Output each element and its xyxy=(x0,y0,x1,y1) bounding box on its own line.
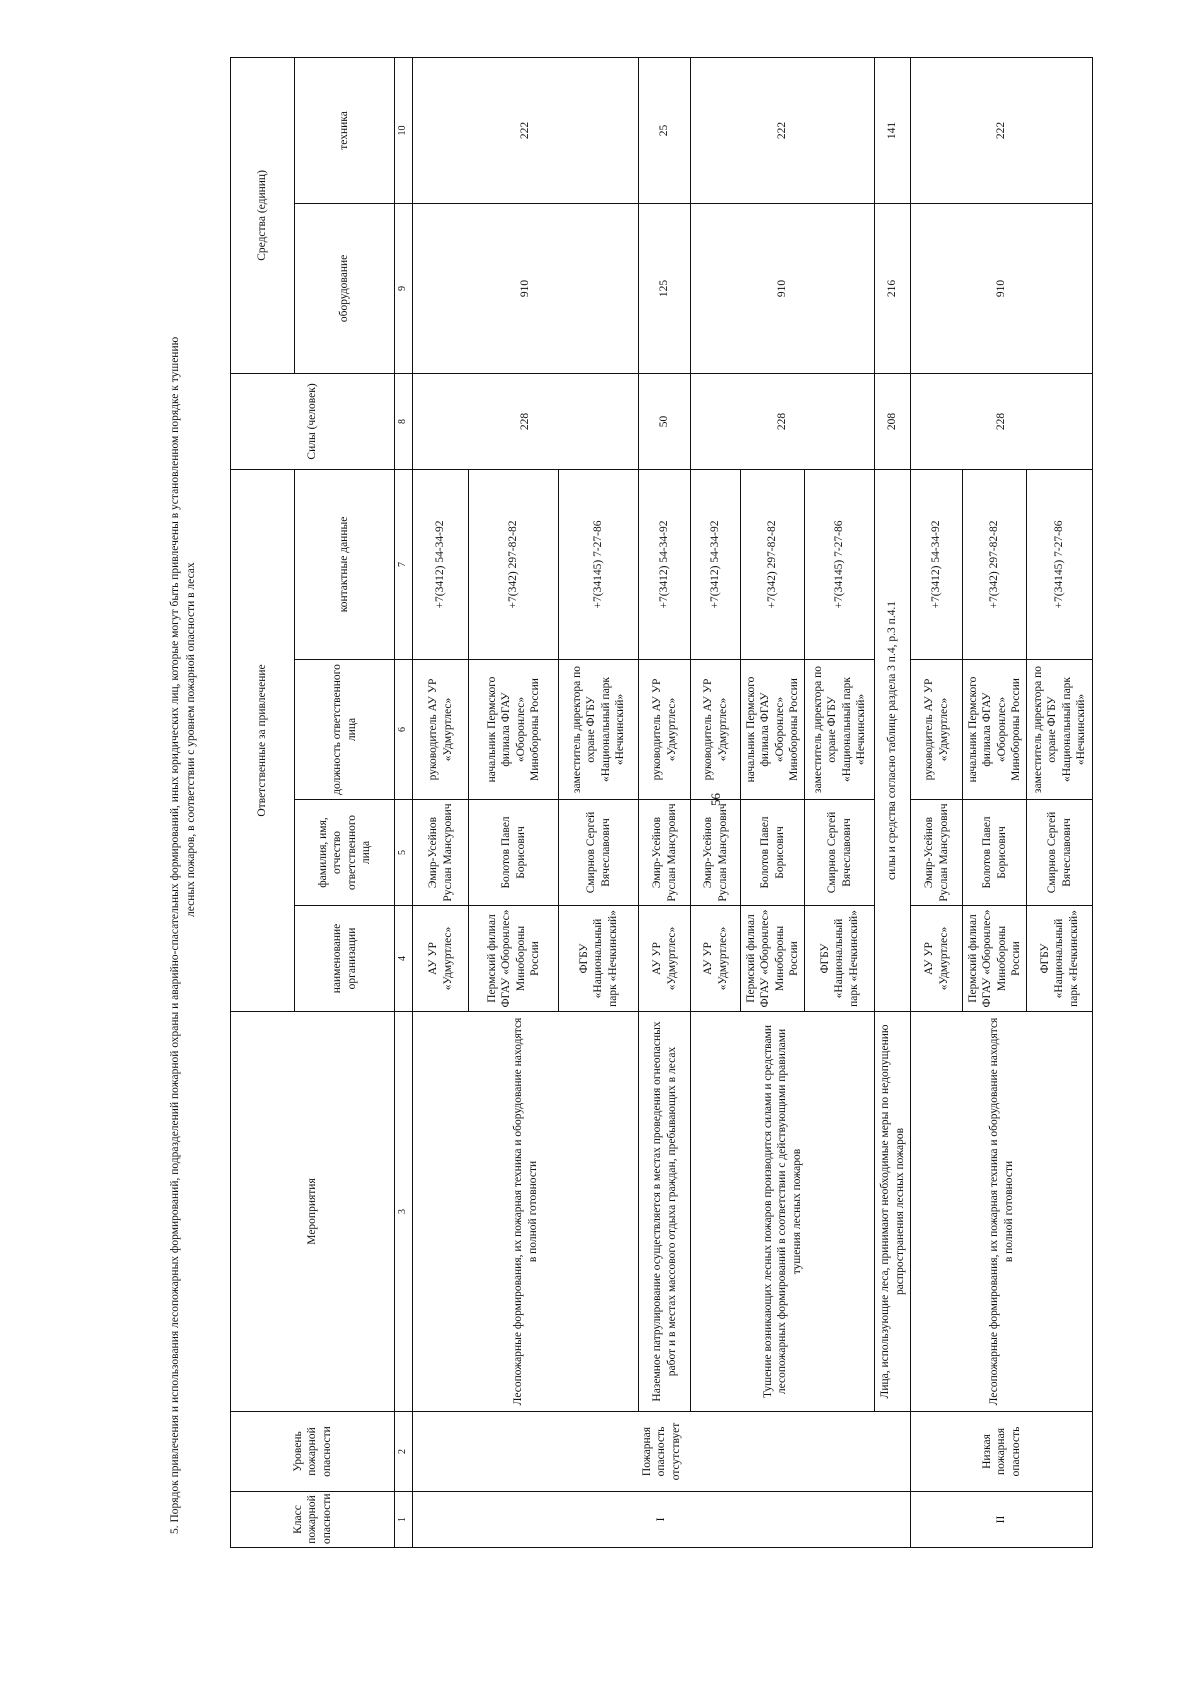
header-org-name: наименование организации xyxy=(295,906,395,1012)
machinery-cell: 222 xyxy=(691,57,875,203)
forces-cell: 228 xyxy=(413,373,639,469)
table-caption-continuation: лесных пожаров, в соответствии с уровнем пожарной опасности в лесах xyxy=(185,562,197,917)
header-equipment: оборудование xyxy=(295,203,395,373)
person-name-cell: Эмир-Усейнов Руслан Мансурович xyxy=(639,800,691,906)
column-number: 1 xyxy=(395,1492,413,1548)
equipment-cell: 125 xyxy=(639,203,691,373)
header-contacts: контактные данные xyxy=(295,469,395,659)
position-cell: начальник Пермского филиала ФГАУ «Оборонлес» Минобороны России xyxy=(741,660,805,800)
org-name-cell: ФГБУ «Национальный парк «Нечкинский» xyxy=(559,906,639,1012)
contacts-cell: +7(342) 297-82-82 xyxy=(469,469,559,659)
header-means: Средства (единиц) xyxy=(231,57,295,373)
machinery-cell: 141 xyxy=(875,57,911,203)
contacts-cell: +7(3412) 54-34-92 xyxy=(911,469,963,659)
org-name-cell: АУ УР «Удмуртлес» xyxy=(413,906,469,1012)
position-cell: начальник Пермского филиала ФГАУ «Оборонлес» Минобороны России xyxy=(963,660,1027,800)
header-class: Класс пожарной опасности xyxy=(231,1492,395,1548)
org-name-cell: Пермский филиал ФГАУ «Оборонлес» Минобороны России xyxy=(963,906,1027,1012)
column-number: 4 xyxy=(395,906,413,1012)
header-responsible: Ответственные за привлечение xyxy=(231,469,295,1011)
rotated-table-container xyxy=(230,58,1087,1548)
person-name-cell: Смирнов Сергей Вячеславович xyxy=(805,800,875,906)
org-name-cell: АУ УР «Удмуртлес» xyxy=(639,906,691,1012)
position-cell: руководитель АУ УР «Удмуртлес» xyxy=(691,660,741,800)
equipment-cell: 910 xyxy=(691,203,875,373)
position-cell: заместитель директора по охране ФГБУ «Национальный парк «Нечкинский» xyxy=(559,660,639,800)
equipment-cell: 910 xyxy=(911,203,1093,373)
class-2-cell: II xyxy=(911,1492,1093,1548)
header-machinery: техника xyxy=(295,57,395,203)
contacts-cell: +7(3412) 54-34-92 xyxy=(691,469,741,659)
contacts-cell: +7(34145) 7-27-86 xyxy=(1027,469,1093,659)
forces-cell: 228 xyxy=(691,373,875,469)
contacts-cell: +7(34145) 7-27-86 xyxy=(559,469,639,659)
contacts-cell: +7(342) 297-82-82 xyxy=(741,469,805,659)
header-position: должность ответственного лица xyxy=(295,660,395,800)
position-cell: начальник Пермского филиала ФГАУ «Оборонлес» Минобороны России xyxy=(469,660,559,800)
position-cell: заместитель директора по охране ФГБУ «Национальный парк «Нечкинский» xyxy=(805,660,875,800)
class-1-measure-1: Лесопожарные формирования, их пожарная техника и оборудование находятся в полной готовности xyxy=(413,1012,639,1412)
person-name-cell: Болотов Павел Борисович xyxy=(963,800,1027,906)
person-name-cell: Смирнов Сергей Вячеславович xyxy=(559,800,639,906)
org-name-cell: АУ УР «Удмуртлес» xyxy=(691,906,741,1012)
class-1-measure-2: Наземное патрулирование осуществляется в местах проведения огнеопасных работ и в местах массового отдыха граждан, пребывающих в лесах xyxy=(639,1012,691,1412)
machinery-cell: 222 xyxy=(413,57,639,203)
person-name-cell: Эмир-Усейнов Руслан Мансурович xyxy=(413,800,469,906)
position-cell: руководитель АУ УР «Удмуртлес» xyxy=(639,660,691,800)
machinery-cell: 25 xyxy=(639,57,691,203)
table-caption: 5. Порядок привлечения и использования лесопожарных формирований, подразделений пожарной охраны и аварийно-спасательных формирований, иных юридических лиц, которые могут быть привлечены в установленном порядке к тушению xyxy=(169,336,181,1534)
fire-danger-table xyxy=(230,57,1093,1548)
forces-cell: 208 xyxy=(875,373,911,469)
column-number: 8 xyxy=(395,373,413,469)
header-forces: Силы (человек) xyxy=(231,373,395,469)
org-name-cell: ФГБУ «Национальный парк «Нечкинский» xyxy=(805,906,875,1012)
class-1-cell: I xyxy=(413,1492,911,1548)
position-cell: заместитель директора по охране ФГБУ «Национальный парк «Нечкинский» xyxy=(1027,660,1093,800)
position-cell: руководитель АУ УР «Удмуртлес» xyxy=(413,660,469,800)
class-2-measure-1: Лесопожарные формирования, их пожарная техника и оборудование находятся в полной готовности xyxy=(911,1012,1093,1412)
column-number: 6 xyxy=(395,660,413,800)
header-person-name: фамилия, имя, отчество ответственного лица xyxy=(295,800,395,906)
contacts-cell: +7(3412) 54-34-92 xyxy=(413,469,469,659)
contacts-cell: +7(342) 297-82-82 xyxy=(963,469,1027,659)
class-1-level-cell: Пожарная опасность отсутствует xyxy=(413,1412,911,1492)
header-measures: Мероприятия xyxy=(231,1012,395,1412)
person-name-cell: Эмир-Усейнов Руслан Мансурович xyxy=(911,800,963,906)
forces-cell: 228 xyxy=(911,373,1093,469)
org-name-cell: АУ УР «Удмуртлес» xyxy=(911,906,963,1012)
equipment-cell: 910 xyxy=(413,203,639,373)
page-number: 56 xyxy=(708,793,723,806)
header-level: Уровень пожарной опасности xyxy=(231,1412,395,1492)
machinery-cell: 222 xyxy=(911,57,1093,203)
class-1-measure-4: Лица, использующие леса, принимают необходимые меры по недопущению распространения лесных пожаров xyxy=(875,1012,911,1412)
person-name-cell: Смирнов Сергей Вячеславович xyxy=(1027,800,1093,906)
org-name-cell: Пермский филиал ФГАУ «Оборонлес» Минобороны России xyxy=(741,906,805,1012)
column-number: 2 xyxy=(395,1412,413,1492)
equipment-cell: 216 xyxy=(875,203,911,373)
class-2-level-cell: Низкая пожарная опасность xyxy=(911,1412,1093,1492)
column-number: 9 xyxy=(395,203,413,373)
column-number: 3 xyxy=(395,1012,413,1412)
org-name-cell: Пермский филиал ФГАУ «Оборонлес» Минобороны России xyxy=(469,906,559,1012)
column-number: 5 xyxy=(395,800,413,906)
column-number: 7 xyxy=(395,469,413,659)
org-name-cell: ФГБУ «Национальный парк «Нечкинский» xyxy=(1027,906,1093,1012)
position-cell: руководитель АУ УР «Удмуртлес» xyxy=(911,660,963,800)
person-name-cell: Эмир-Усейнов Руслан Мансурович xyxy=(691,800,741,906)
column-number: 10 xyxy=(395,57,413,203)
person-name-cell: Болотов Павел Борисович xyxy=(741,800,805,906)
class-1-measure-3: Тушение возникающих лесных пожаров производится силами и средствами лесопожарных формирований в соответствии с действующими правилами тушения лесных пожаров xyxy=(691,1012,875,1412)
measure-4-note: силы и средства согласно таблице раздела 3 п.4, р.3 п.4.1 xyxy=(875,469,911,1011)
person-name-cell: Болотов Павел Борисович xyxy=(469,800,559,906)
forces-cell: 50 xyxy=(639,373,691,469)
contacts-cell: +7(3412) 54-34-92 xyxy=(639,469,691,659)
contacts-cell: +7(34145) 7-27-86 xyxy=(805,469,875,659)
